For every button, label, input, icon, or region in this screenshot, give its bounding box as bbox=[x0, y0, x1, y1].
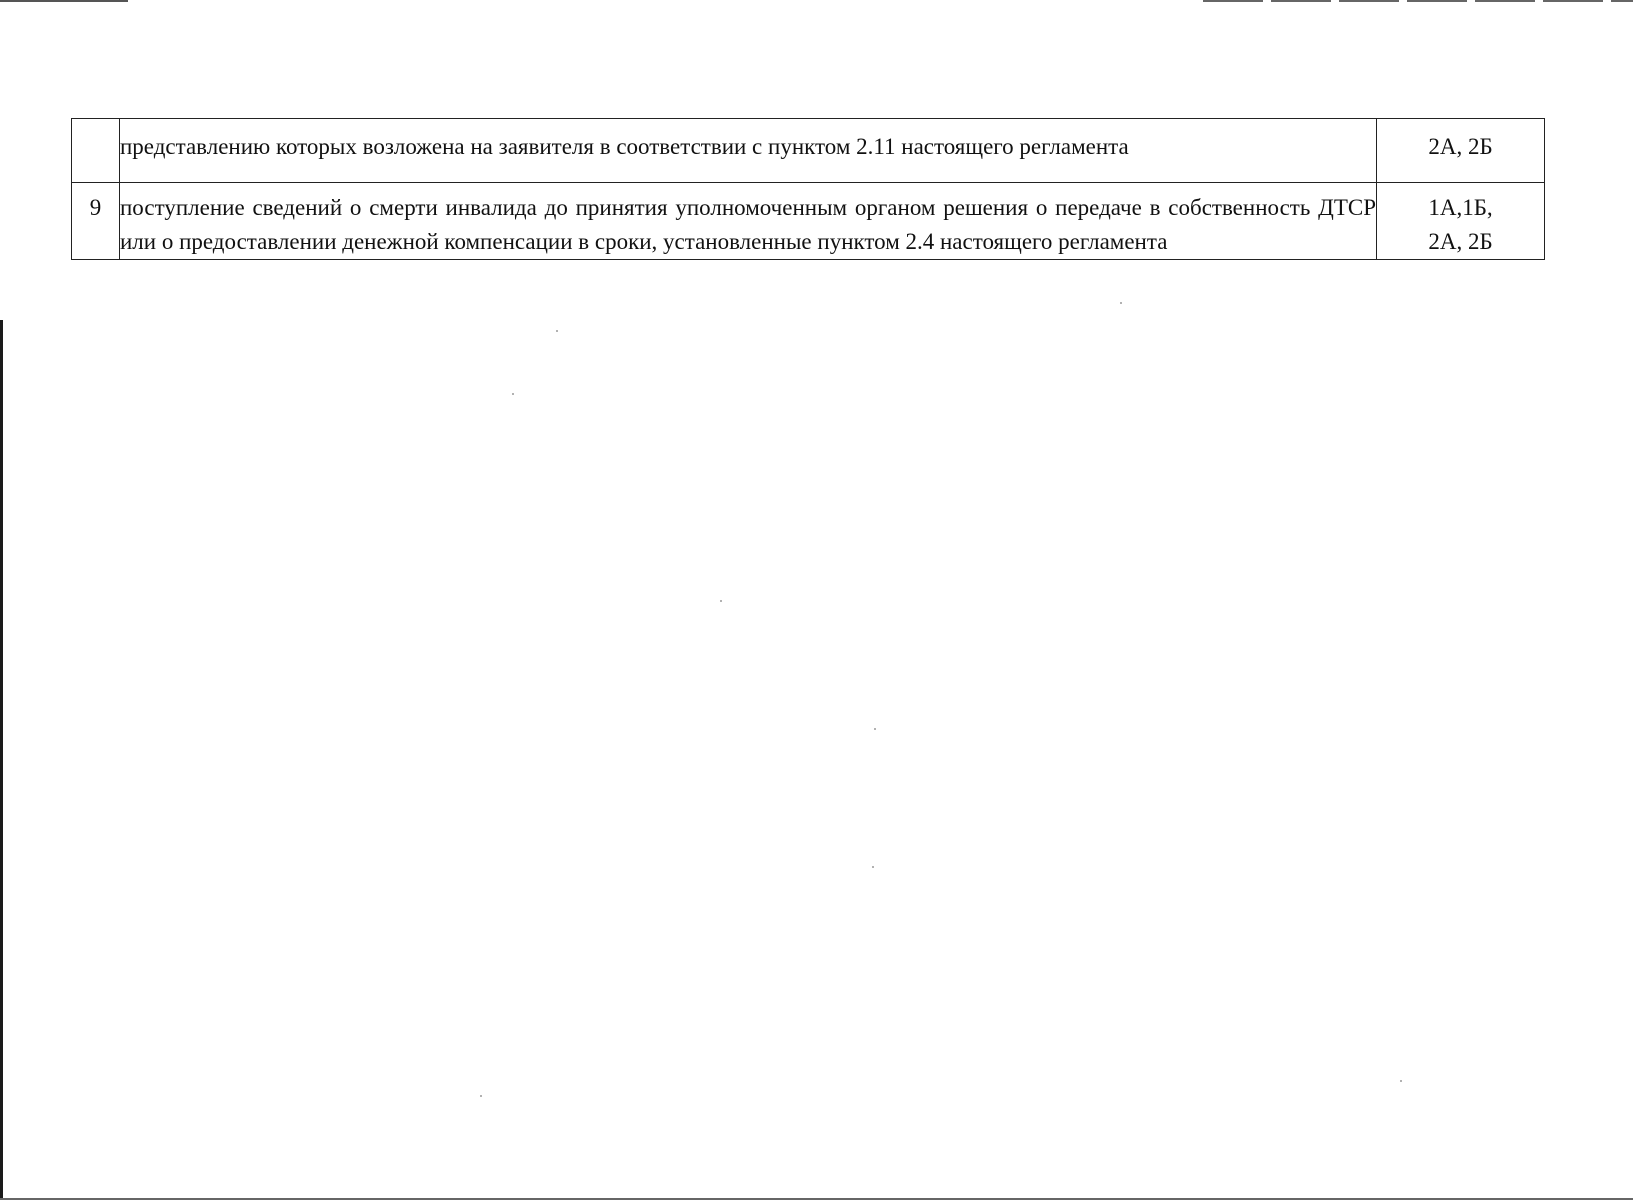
scan-edge-left bbox=[0, 320, 3, 1200]
table-row bbox=[72, 183, 1545, 260]
scan-dust bbox=[872, 866, 874, 868]
row-number: 9 bbox=[72, 183, 120, 260]
code-line: 1А,1Б, bbox=[1428, 195, 1493, 220]
scan-dust bbox=[874, 728, 876, 730]
scan-dust bbox=[1400, 1080, 1402, 1082]
scan-dust bbox=[1120, 302, 1122, 304]
code-line: 2А, 2Б bbox=[1428, 134, 1493, 159]
code-line: 2А, 2Б bbox=[1428, 229, 1493, 254]
scan-dust bbox=[556, 330, 558, 332]
scan-edge-top-right bbox=[1203, 0, 1633, 2]
row-number bbox=[72, 119, 120, 183]
scan-dust bbox=[720, 600, 722, 602]
row-text: поступление сведений о смерти инвалида до принятия уполномоченным органом решения о передаче в собственность ДТСР или о предоставлении денежной компенсации в сроки, установленные пунктом 2.4 настоящего регламента bbox=[120, 183, 1377, 260]
scan-dust bbox=[512, 393, 514, 395]
row-text: представлению которых возложена на заявителя в соответствии с пунктом 2.11 настоящего регламента bbox=[120, 119, 1377, 183]
regulation-table bbox=[71, 118, 1545, 260]
row-codes bbox=[1377, 183, 1545, 260]
table-row bbox=[72, 119, 1545, 183]
row-codes bbox=[1377, 119, 1545, 183]
scan-dust bbox=[480, 1095, 482, 1097]
scan-edge-top-left bbox=[0, 0, 128, 2]
